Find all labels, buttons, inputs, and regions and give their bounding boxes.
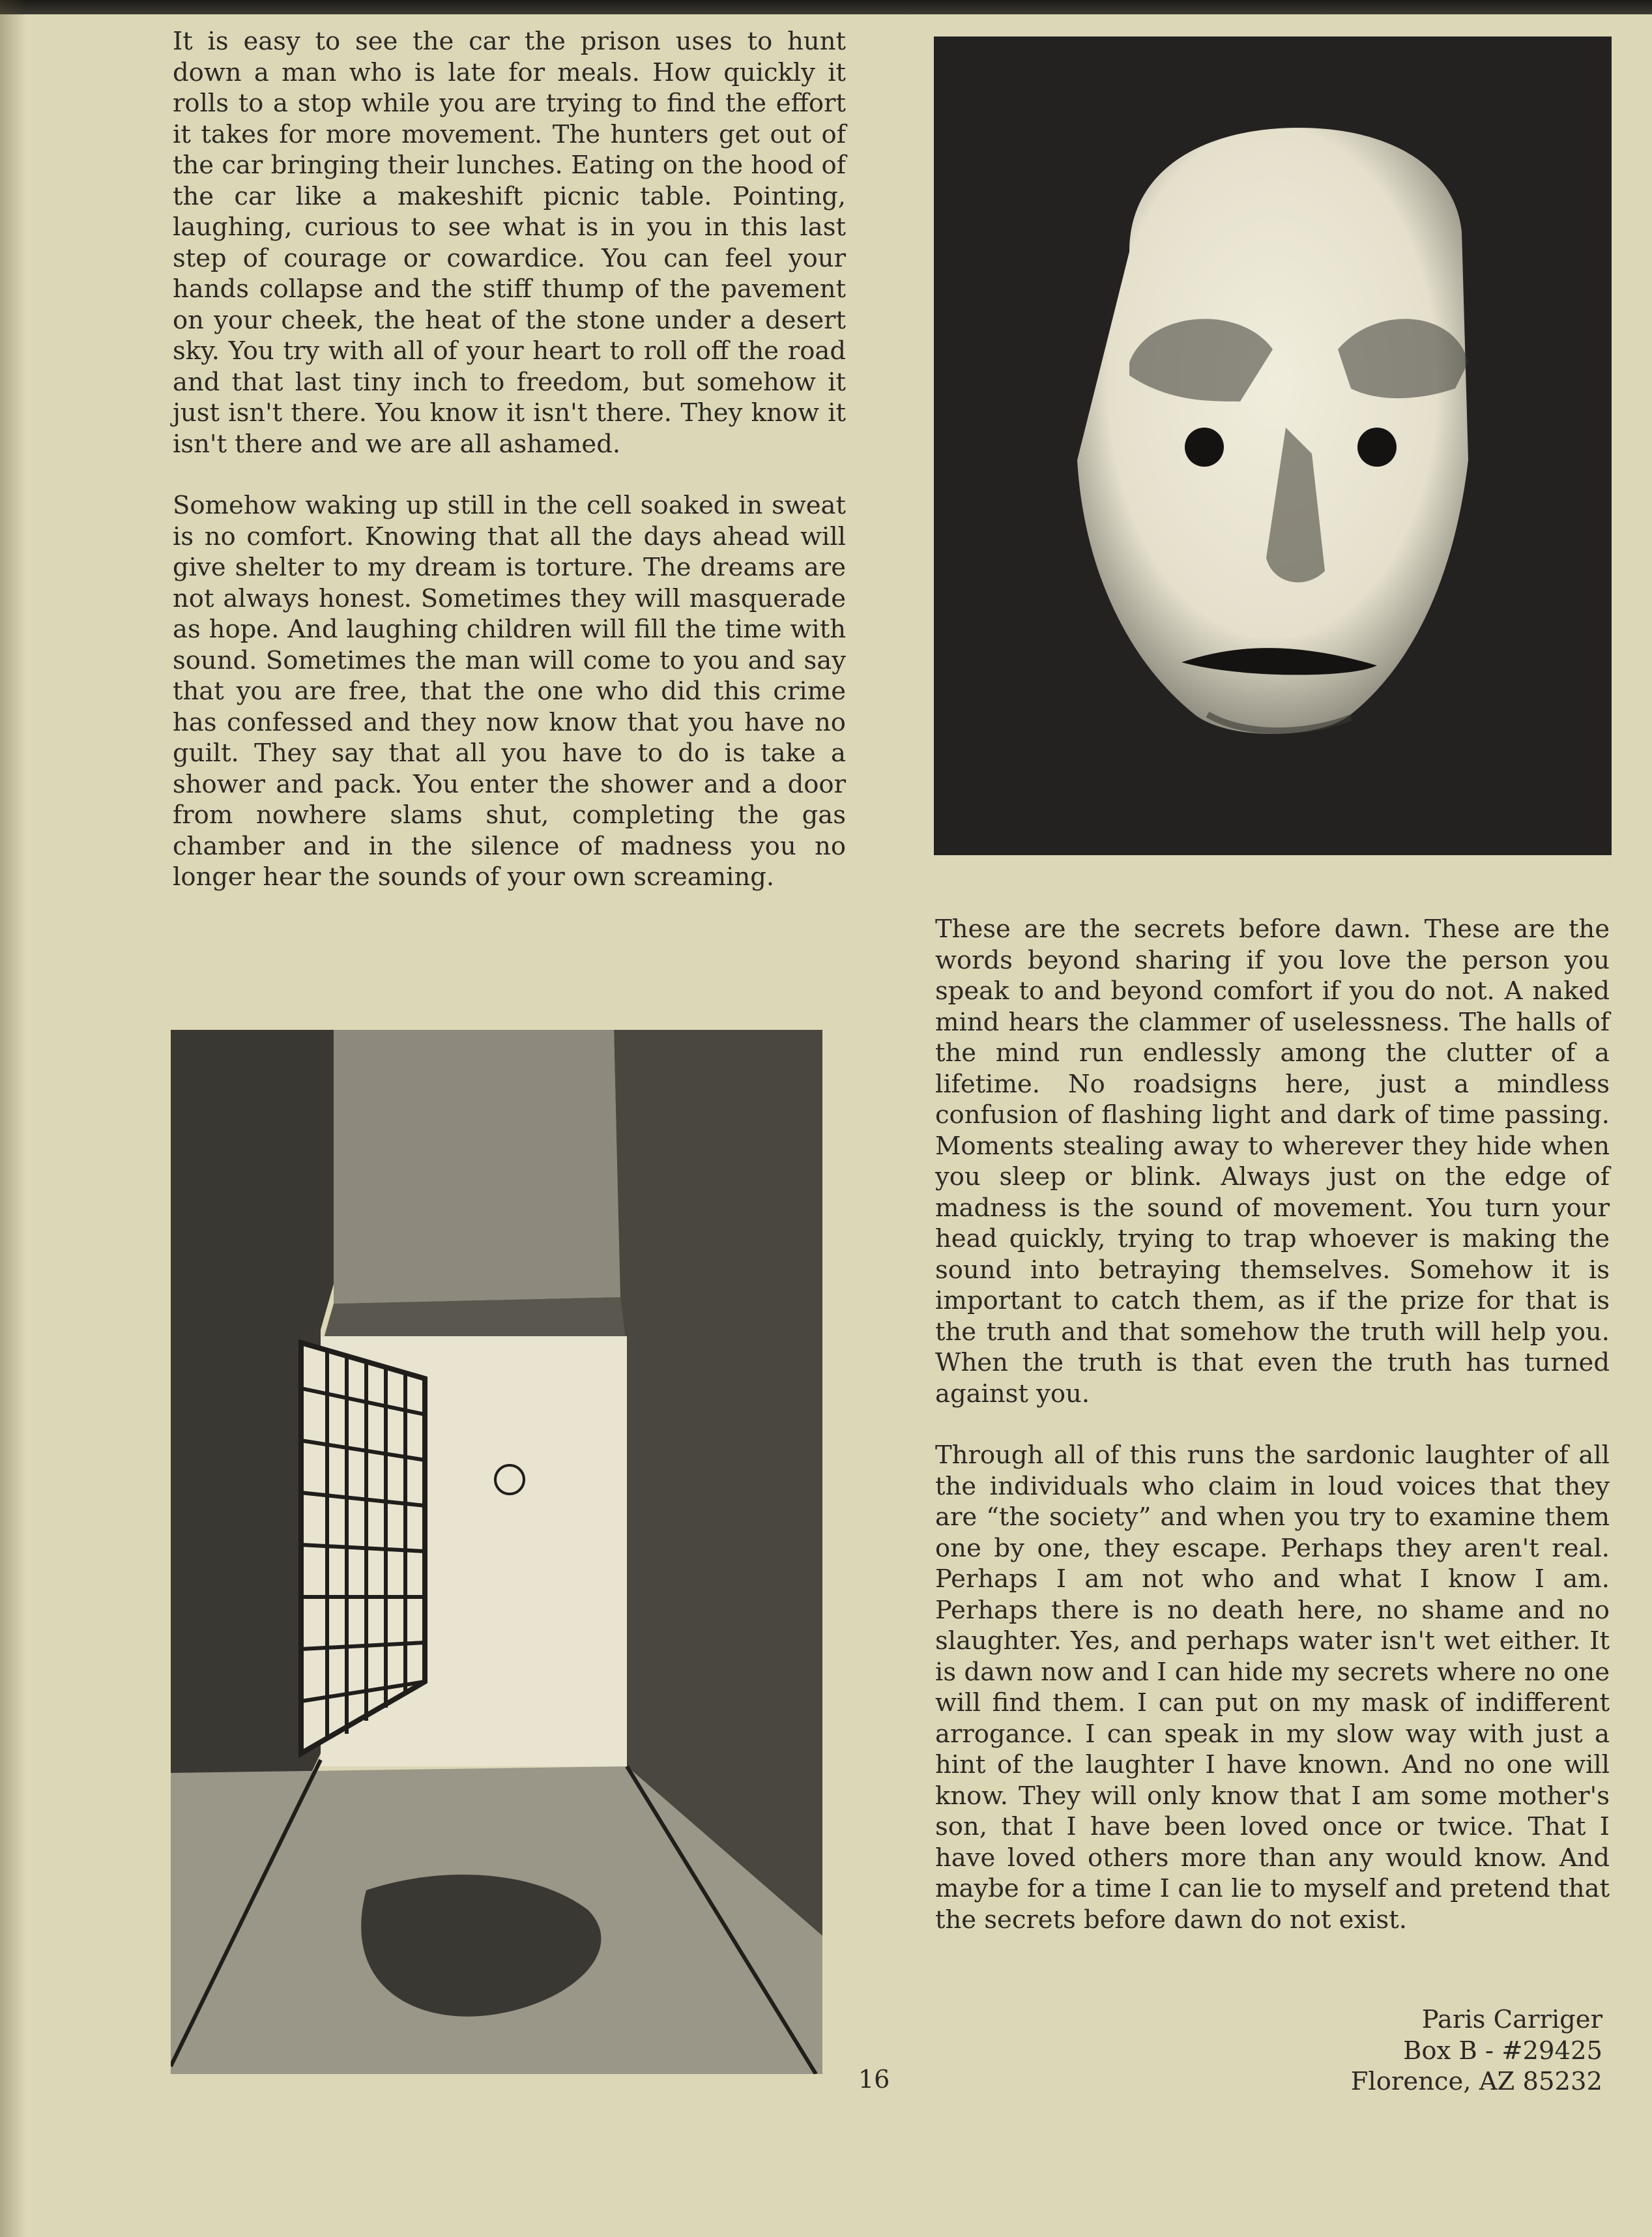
right-text-column xyxy=(935,914,1610,1935)
author-name: Paris Carriger xyxy=(1421,2005,1602,2034)
page-top-edge xyxy=(0,0,1652,14)
left-text-column xyxy=(173,26,846,893)
paragraph: It is easy to see the car the prison uses to hunt down a man who is late for meals. How quickly it rolls to a stop while you are trying to find the effort it takes for more movement. The hunters get out of the car bringing their lunches. Eating on the hood of the car like a makeshift picnic table. Pointing, laughing, curious to see what is in you in this last step of courage or cowardice. You can feel your hands collapse and the stiff thump of the pavement on your cheek, the heat of the stone under a desert sky. You try with all of your heart to roll off the road and that last tiny inch to freedom, but somehow it just isn't there. You know it isn't there. They know it isn't there and we are all ashamed. xyxy=(173,27,846,459)
page-number: 16 xyxy=(858,2065,890,2094)
paragraph: These are the secrets before dawn. These are the words beyond sharing if you love the person you speak to and beyond comfort if you do not. A naked mind hears the clammer of uselessness. The halls of the mind run endlessly among the clutter of a lifetime. No roadsigns here, just a mindless confusion of flashing light and dark of time passing. Moments stealing away to wherever they hide when you sleep or blink. Always just on the edge of madness is the sound of movement. You turn your head quickly, trying to trap whoever is making the sound into betraying themselves. Somehow it is important to catch them, as if the prize for that is the truth and that somehow the truth will help you. When the truth is that even the truth has turned against you. xyxy=(935,914,1610,1409)
author-signature-block xyxy=(1351,2004,1602,2098)
face-illustration xyxy=(934,37,1612,855)
cell-illustration xyxy=(171,1023,835,2074)
paragraph: Through all of this runs the sardonic laughter of all the individuals who claim in loud voices that they are “the society” and when you try to examine them one by one, they escape. Perhaps they aren't real. Perhaps I am not who and what I know I am. Perhaps there is no death here, no shame and no slaughter. Yes, and perhaps water isn't wet either. It is dawn now and I can hide my secrets where no one will find them. I can put on my mask of indifferent arrogance. I can speak in my slow way with just a hint of the laughter I have known. And no one will know. They will only know that I am some mother's son, that I have been loved once or twice. That I have loved others more than any would know. And maybe for a time I can lie to myself and pretend that the secrets before dawn do not exist. xyxy=(935,1440,1610,1935)
address-line: Florence, AZ 85232 xyxy=(1350,2067,1602,2096)
paragraph: Somehow waking up still in the cell soaked in sweat is no comfort. Knowing that all the days ahead will give shelter to my dream is torture. The dreams are not always honest. Sometimes they will masquerade as hope. And laughing children will fill the time with sound. Sometimes the man will come to you and say that you are free, that the one who did this crime has confessed and they now know that you have no guilt. They say that all you have to do is take a shower and pack. You enter the shower and a door from nowhere slams shut, completing the gas chamber and in the silence of madness you no longer hear the sounds of your own screaming. xyxy=(173,491,846,892)
page-binding-shadow xyxy=(0,0,26,2237)
address-line: Box B - #29425 xyxy=(1403,2036,1602,2066)
